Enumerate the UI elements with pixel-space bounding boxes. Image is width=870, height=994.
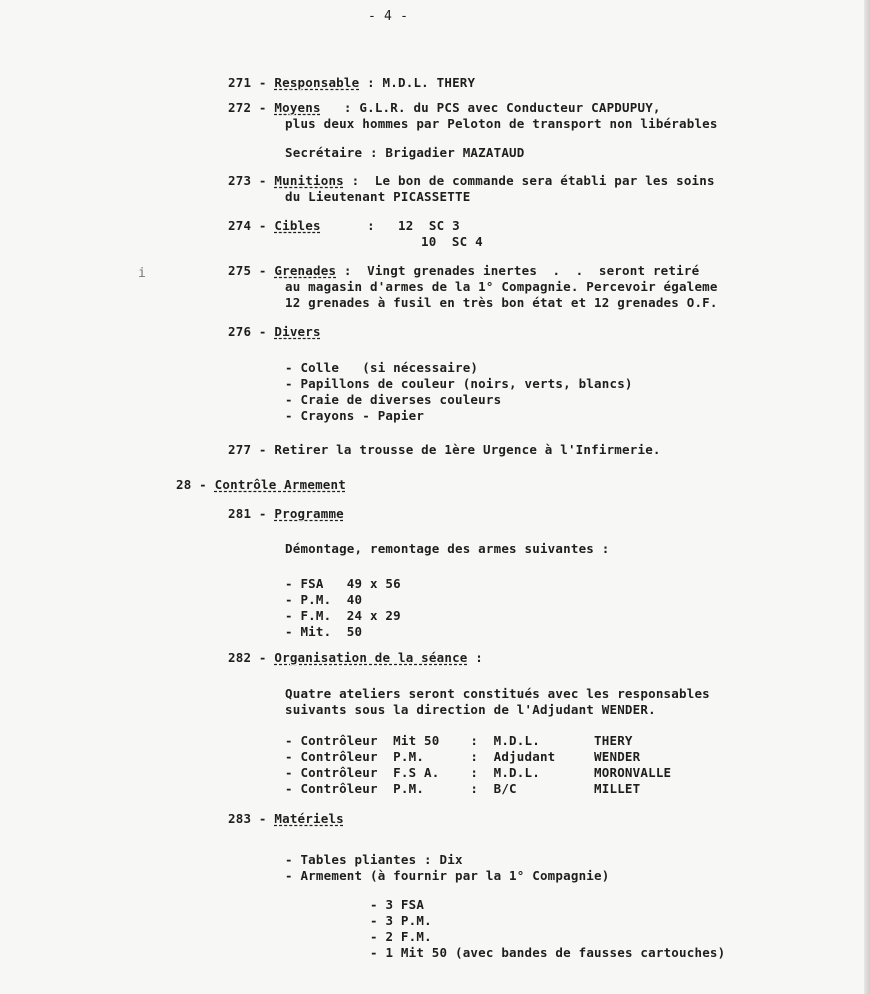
text-line: 12 grenades à fusil en très bon état et 12 grenades O.F. <box>285 295 718 310</box>
list-item: - Contrôleur F.S A. : M.D.L. MORONVALLE <box>285 765 672 780</box>
item-277: 277 - Retirer la trousse de 1ère Urgence à l'Infirmerie. <box>228 442 661 457</box>
item-273: 273 - Munitions : Le bon de commande sera établi par les soins <box>228 173 715 188</box>
item-282: 282 - Organisation de la séance : <box>228 650 483 665</box>
list-item: - Contrôleur Mit 50 : M.D.L. THERY <box>285 733 633 748</box>
section-title: Contrôle Armement <box>214 477 346 492</box>
list-item: - 3 FSA <box>370 897 425 912</box>
list-item: - Craie de diverses couleurs <box>285 392 502 407</box>
text-line: suivants sous la direction de l'Adjudant WENDER. <box>285 702 656 717</box>
item-number: 281 <box>228 506 252 521</box>
section-28: 28 - Contrôle Armement <box>176 477 346 492</box>
item-272: 272 - Moyens : G.L.R. du PCS avec Conducteur CAPDUPUY, <box>228 100 661 115</box>
item-number: 282 <box>228 650 252 665</box>
text-line: Démontage, remontage des armes suivantes : <box>285 541 610 556</box>
list-item: - 3 P.M. <box>370 913 432 928</box>
item-title: Responsable <box>274 75 360 90</box>
text-line: au magasin d'armes de la 1° Compagnie. Percevoir égaleme <box>285 279 718 294</box>
text-line: 10 SC 4 <box>421 234 483 249</box>
text-line: plus deux hommes par Peloton de transport non libérables <box>285 116 718 131</box>
list-item: - 1 Mit 50 (avec bandes de fausses cartouches) <box>370 945 726 960</box>
list-item: - FSA 49 x 56 <box>285 576 401 591</box>
text-line: Quatre ateliers seront constitués avec les responsables <box>285 686 710 701</box>
item-title: Grenades <box>274 263 337 278</box>
item-283: 283 - Matériels <box>228 811 344 826</box>
page-number: - 4 - <box>368 9 409 24</box>
list-item: - Papillons de couleur (noirs, verts, blancs) <box>285 376 633 391</box>
item-number: 275 <box>228 263 252 278</box>
item-281: 281 - Programme <box>228 506 344 521</box>
list-item: - P.M. 40 <box>285 592 363 607</box>
item-number: 274 <box>228 218 252 233</box>
list-item: - 2 F.M. <box>370 929 432 944</box>
item-title: Organisation de la séance <box>274 650 468 665</box>
item-number: 271 <box>228 75 252 90</box>
item-number: 272 <box>228 100 252 115</box>
list-item: - Armement (à fournir par la 1° Compagnie) <box>285 868 610 883</box>
item-title: Munitions <box>274 173 344 188</box>
item-title: Divers <box>274 324 321 339</box>
item-number: 283 <box>228 811 252 826</box>
item-number: 277 <box>228 442 252 457</box>
section-number: 28 <box>176 477 192 492</box>
item-number: 276 <box>228 324 252 339</box>
item-title: Programme <box>274 506 344 521</box>
item-276: 276 - Divers <box>228 324 321 339</box>
item-title: Moyens <box>274 100 321 115</box>
text-line: Secrétaire : Brigadier MAZATAUD <box>285 145 525 160</box>
item-274: 274 - Cibles : 12 SC 3 <box>228 218 460 233</box>
list-item: - Contrôleur P.M. : Adjudant WENDER <box>285 749 641 764</box>
list-item: - Crayons - Papier <box>285 408 425 423</box>
item-title: Cibles <box>274 218 321 233</box>
list-item: - Colle (si nécessaire) <box>285 360 479 375</box>
item-number: 273 <box>228 173 252 188</box>
list-item: - Tables pliantes : Dix <box>285 852 463 867</box>
page-edge <box>864 0 870 994</box>
item-title: Matériels <box>274 811 344 826</box>
list-item: - Contrôleur P.M. : B/C MILLET <box>285 781 641 796</box>
list-item: - F.M. 24 x 29 <box>285 608 401 623</box>
item-275: 275 - Grenades : Vingt grenades inertes . . seront retiré <box>228 263 700 278</box>
list-item: - Mit. 50 <box>285 624 363 639</box>
text-line: du Lieutenant PICASSETTE <box>285 189 471 204</box>
item-271: 271 - Responsable : M.D.L. THERY <box>228 75 476 90</box>
stray-mark: i <box>138 266 146 281</box>
